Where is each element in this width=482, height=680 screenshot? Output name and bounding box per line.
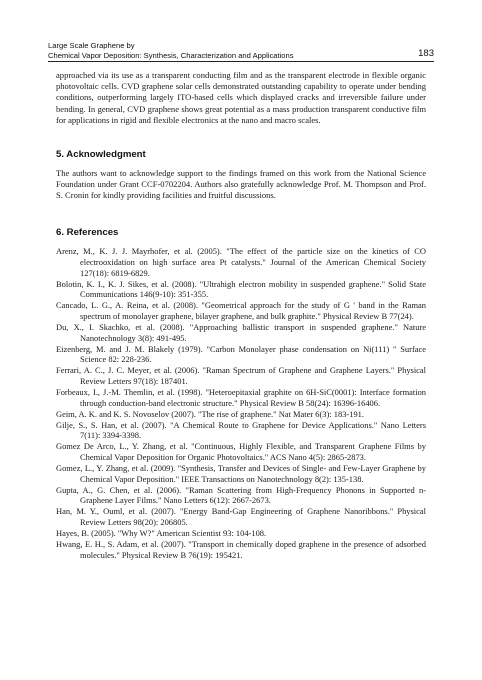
reference-item: Eizenberg, M. and J. M. Blakely (1979). "Carbon Monolayer phase condensation on Ni(111) " Surface Science 82: 228-236. — [56, 343, 426, 365]
acknowledgment-paragraph: The authors want to acknowledge support to the findings framed on this work from the National Science Foundation under Grant CCF-0702204. Authors also gratefully acknowledge Prof. M. Thompson and Prof. S. Cronin for kindly providing facilities and fruitful discussions. — [56, 168, 426, 201]
reference-item: Hayes, B. (2005). "Why W?" American Scientist 93: 104-108. — [56, 527, 267, 538]
reference-item: Bolotin, K. I., K. J. Sikes, et al. (2008). "Ultrahigh electron mobility in suspended graphene." Solid State Communications 146(9-10): 351-355. — [56, 278, 426, 300]
reference-item: Gilje, S., S. Han, et al. (2007). "A Chemical Route to Graphene for Device Applications." Nano Letters 7(11): 3394-3398. — [56, 419, 426, 441]
header-book-title-line1: Large Scale Graphene by — [48, 41, 135, 50]
reference-list — [56, 246, 426, 560]
reference-item: Gupta, A., G. Chen, et al. (2006). "Raman Scattering from High-Frequency Phonons in Supported n-Graphene Layer Films." Nano Letters 6(12): 2667-2673. — [56, 484, 426, 506]
acknowledgment-heading: 5. Acknowledgment — [56, 149, 146, 160]
header-book-title-line2: Chemical Vapor Deposition: Synthesis, Characterization and Applications — [48, 50, 294, 60]
page-number: 183 — [418, 48, 434, 59]
reference-item: Du, X., I. Skachko, et al. (2008). "Approaching ballistic transport in suspended graphene." Nature Nanotechnology 3(8): 491-495. — [56, 321, 426, 343]
running-header — [48, 41, 434, 60]
references-heading: 6. References — [56, 227, 119, 238]
reference-item: Geim, A. K. and K. S. Novoselov (2007). "The rise of graphene." Nat Mater 6(3): 183-191. — [56, 408, 364, 419]
reference-item: Forbeaux, I., J.-M. Themlin, et al. (1998). "Heteroepitaxial graphite on 6H-SiC(0001): Interface formation through conduction-band electronic structure." Physical Review B 58(24): 16396-16406. — [56, 386, 426, 408]
reference-item: Gomez De Arco, L., Y. Zhang, et al. "Continuous, Highly Flexible, and Transparent Graphene Films by Chemical Vapor Deposition for Organic Photovoltaics." ACS Nano 4(5): 2865-2873. — [56, 441, 426, 463]
reference-item: Han, M. Y., Ouml, et al. (2007). "Energy Band-Gap Engineering of Graphene Nanoribbons." Physical Review Letters 98(20): 206805. — [56, 506, 426, 528]
reference-item: Cancado, L. G., A. Reina, et al. (2008). "Geometrical approach for the study of G ' band in the Raman spectrum of monolayer graphene, bilayer graphene, and bulk graphite." Physical Review B 77(24). — [56, 300, 426, 322]
reference-item: Gomez, L., Y. Zhang, et al. (2009). "Synthesis, Transfer and Devices of Single- and Few-Layer Graphene by Chemical Vapor Deposition." IEEE Transactions on Nanotechnology 8(2): 135-138. — [56, 462, 426, 484]
header-divider — [48, 61, 434, 62]
intro-paragraph: approached via its use as a transparent conducting film and as the transparent electrode in flexible organic photovoltaic cells. CVD graphene solar cells demonstrated outstanding capability to operate under bending conditions, outperforming largely ITO-based cells which displayed cracks and irreversible failure under bending. In general, CVD graphene shows great potential as a mass production transparent conductive film for applications in rigid and flexible electronics at the nano and macro scales. — [56, 70, 426, 125]
reference-item: Hwang, E. H., S. Adam, et al. (2007). "Transport in chemically doped graphene in the presence of adsorbed molecules." Physical Review B 76(19): 195421. — [56, 538, 426, 560]
reference-item: Arenz, M., K. J. J. Mayrhofer, et al. (2005). "The effect of the particle size on the kinetics of CO electrooxidation on high surface area Pt catalysts." Journal of the American Chemical Society 127(18): 6819-6829. — [56, 246, 426, 278]
reference-item: Ferrari, A. C., J. C. Meyer, et al. (2006). "Raman Spectrum of Graphene and Graphene Layers." Physical Review Letters 97(18): 187401. — [56, 365, 426, 387]
